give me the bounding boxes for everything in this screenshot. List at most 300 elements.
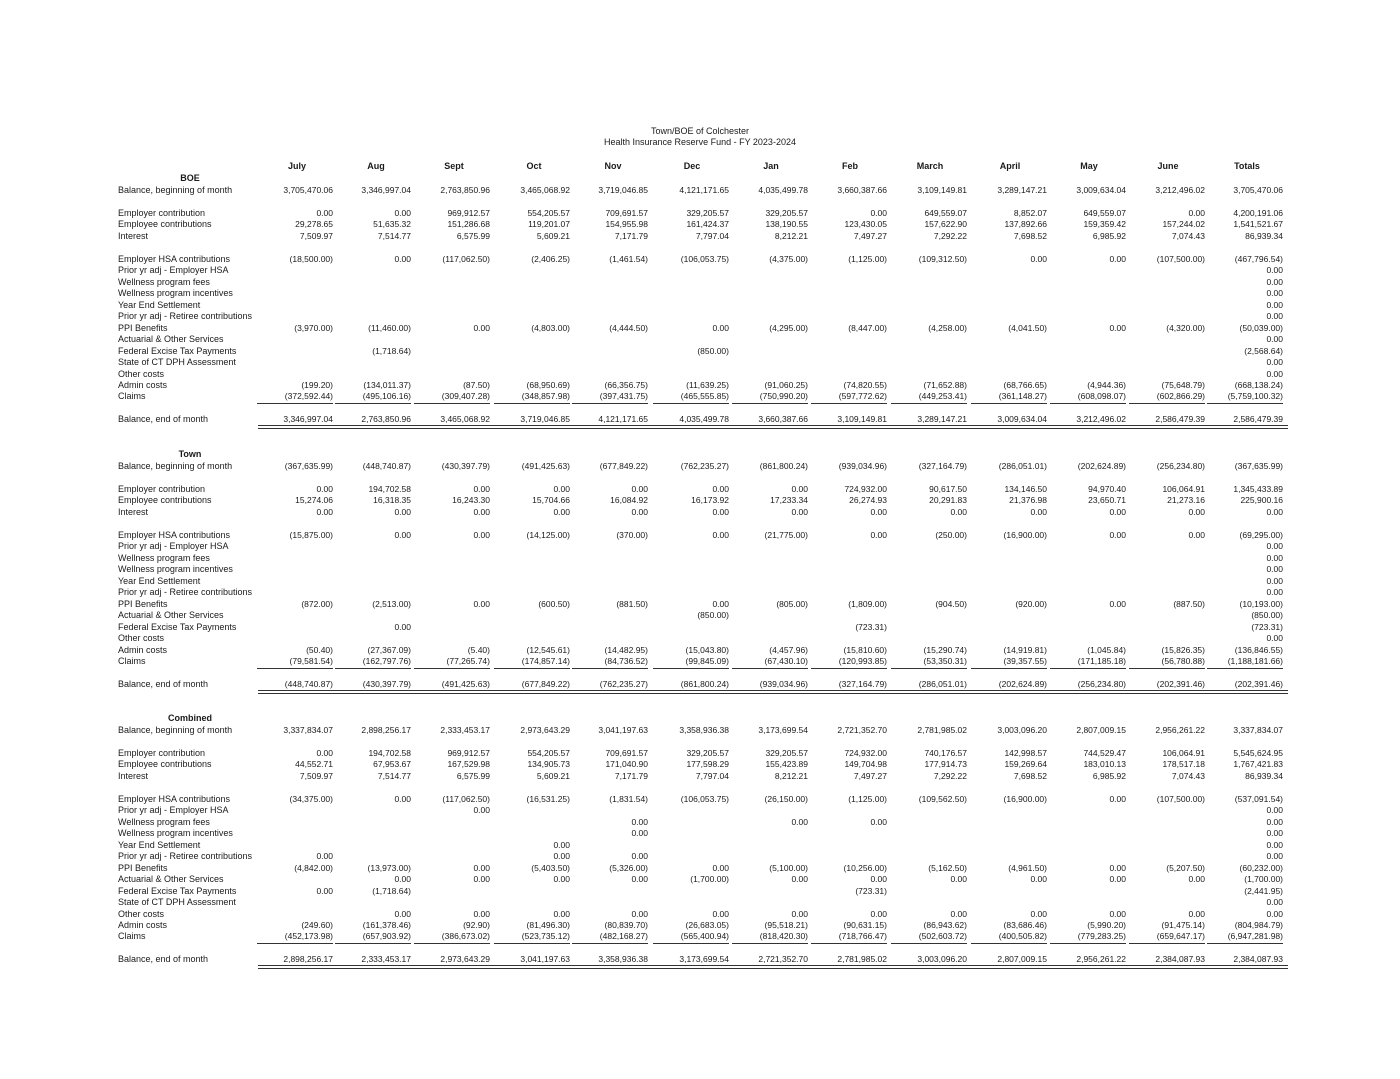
row-cell: 0.00	[473, 862, 490, 873]
row-cell: (449,253.41)	[918, 391, 967, 402]
row-cell: (117,062.50)	[442, 254, 490, 264]
subtotal-rule	[891, 403, 967, 404]
row-cell: (537,091.54)	[1234, 794, 1283, 804]
row-cell: (750,990.20)	[759, 391, 808, 402]
row-cell: 7,074.43	[1171, 230, 1205, 241]
row-cell: 0.00	[394, 621, 411, 632]
end-balance-cell: (861,800.24)	[680, 678, 729, 689]
row-cell: (60,232.00)	[1239, 862, 1283, 873]
row-cell: 0.00	[950, 908, 967, 919]
begin-balance-cell: 3,173,699.54	[758, 725, 808, 735]
column-header-march: March	[916, 161, 944, 171]
row-cell: (887.50)	[1173, 598, 1205, 609]
row-cell: (10,256.00)	[843, 862, 887, 873]
row-cell: (74,820.55)	[843, 379, 887, 390]
row-cell: 0.00	[631, 828, 648, 839]
row-cell: (804,984.79)	[1234, 919, 1283, 930]
row-cell: (39,357.55)	[1003, 655, 1047, 666]
row-cell: 0.00	[473, 874, 490, 885]
row-cell: (15,290.74)	[923, 644, 967, 655]
row-cell: (565,400.94)	[680, 931, 729, 942]
row-cell: 159,359.42	[1083, 219, 1126, 230]
row-cell: 16,084.92	[610, 495, 648, 506]
row-cell: (608,098.07)	[1077, 391, 1126, 402]
row-cell: 329,205.57	[765, 208, 808, 218]
row-cell: 161,424.37	[686, 219, 729, 230]
row-cell: (136,846.55)	[1234, 644, 1283, 655]
row-label: Actuarial & Other Services	[118, 874, 224, 885]
row-cell: 0.00	[553, 484, 570, 494]
row-cell: (600.50)	[538, 598, 570, 609]
row-cell: 157,244.02	[1162, 219, 1205, 230]
row-cell: 15,274.06	[295, 495, 333, 506]
row-cell: (50,039.00)	[1239, 322, 1283, 333]
row-cell: 0.00	[394, 530, 411, 540]
row-cell: (53,350.31)	[923, 655, 967, 666]
row-cell: (1,831.54)	[609, 794, 648, 804]
row-cell: 44,552.71	[295, 759, 333, 770]
row-label: Employee contributions	[118, 759, 212, 770]
row-cell: (90,631.15)	[843, 919, 887, 930]
row-label: PPI Benefits	[118, 598, 168, 609]
row-cell: 0.00	[473, 506, 490, 517]
row-cell: 17,233.34	[770, 495, 808, 506]
row-cell: (5,100.00)	[769, 862, 808, 873]
row-cell: 0.00	[1266, 828, 1283, 839]
row-cell: 23,650.71	[1088, 495, 1126, 506]
row-cell: 0.00	[712, 506, 729, 517]
row-label: Actuarial & Other Services	[118, 610, 224, 621]
end-balance-cell: 3,109,149.81	[837, 414, 887, 425]
row-cell: (1,700.00)	[690, 874, 729, 885]
row-label: Prior yr adj - Retiree contributions	[118, 311, 253, 322]
row-cell: (495,106.16)	[362, 391, 411, 402]
row-cell: (1,718.64)	[372, 345, 411, 356]
end-balance-cell: (430,397.79)	[362, 678, 411, 689]
row-cell: (134,011.37)	[363, 379, 411, 390]
row-cell: 0.00	[1266, 587, 1283, 598]
row-cell: 0.00	[870, 506, 887, 517]
row-cell: (400,505.82)	[998, 931, 1047, 942]
column-header-jan: Jan	[763, 161, 779, 171]
row-cell: (723.31)	[855, 885, 887, 896]
row-label: PPI Benefits	[118, 862, 168, 873]
row-label: Employer contribution	[118, 208, 206, 218]
section-title-town: Town	[178, 449, 202, 459]
end-balance-cell: (677,849.22)	[521, 678, 570, 689]
begin-balance-cell: 2,781,985.02	[917, 725, 967, 735]
row-cell: 7,797.04	[695, 230, 729, 241]
row-cell: (4,375.00)	[769, 254, 808, 264]
row-cell: 0.00	[1266, 805, 1283, 816]
row-cell: (602,866.29)	[1156, 391, 1205, 402]
row-label: Prior yr adj - Retiree contributions	[118, 587, 253, 598]
row-cell: 1,541,521.67	[1233, 219, 1283, 230]
row-cell: 0.00	[1109, 862, 1126, 873]
row-label: Year End Settlement	[118, 575, 201, 586]
row-cell: (15,043.80)	[685, 644, 729, 655]
subtotal-rule	[971, 403, 1047, 404]
begin-balance-cell: 2,721,352.70	[837, 725, 887, 735]
row-cell: 0.00	[950, 874, 967, 885]
row-cell: 329,205.57	[686, 748, 729, 758]
row-cell: 0.00	[870, 530, 887, 540]
row-cell: (1,461.54)	[609, 254, 648, 264]
row-cell: 0.00	[316, 208, 333, 218]
row-label: Wellness program incentives	[118, 288, 233, 299]
row-cell: 7,797.04	[695, 770, 729, 781]
end-balance-cell: 4,121,171.65	[598, 414, 648, 425]
row-cell: 5,545,624.95	[1233, 748, 1283, 758]
row-cell: (13,973.00)	[367, 862, 411, 873]
row-cell: (5,403.50)	[531, 862, 570, 873]
row-cell: (71,652.88)	[923, 379, 967, 390]
row-cell: 7,509.97	[299, 770, 333, 781]
row-cell: (16,531.25)	[526, 794, 570, 804]
row-cell: 7,497.27	[853, 770, 887, 781]
row-cell: 969,912.57	[447, 748, 490, 758]
row-cell: (80,839.70)	[604, 919, 648, 930]
row-label: Employer contribution	[118, 484, 206, 494]
row-cell: 137,892.66	[1004, 219, 1047, 230]
total-double-rule	[258, 425, 1288, 429]
row-cell: (109,312.50)	[918, 254, 967, 264]
row-cell: (850.00)	[1251, 610, 1283, 621]
column-header-april: April	[999, 161, 1021, 171]
subtotal-rule	[1129, 668, 1205, 669]
row-cell: (16,900.00)	[1003, 530, 1047, 540]
subtotal-rule	[335, 403, 411, 404]
row-label: Employer contribution	[118, 748, 206, 758]
end-balance-cell: (202,391.46)	[1156, 678, 1205, 689]
subtotal-rule	[335, 943, 411, 944]
row-cell: 7,074.43	[1171, 770, 1205, 781]
row-cell: 0.00	[712, 322, 729, 333]
row-cell: 0.00	[316, 851, 333, 862]
end-balance-cell: 3,003,096.20	[917, 954, 967, 965]
row-label: Wellness program incentives	[118, 564, 233, 575]
row-cell: 0.00	[950, 506, 967, 517]
row-label: Other costs	[118, 368, 165, 379]
row-cell: (161,378.46)	[362, 919, 411, 930]
section-title-combined: Combined	[168, 713, 212, 723]
row-cell: 149,704.98	[844, 759, 887, 770]
row-cell: 0.00	[712, 862, 729, 873]
row-cell: 6,985.92	[1092, 770, 1126, 781]
row-cell: 0.00	[631, 484, 648, 494]
row-cell: (199.20)	[301, 379, 333, 390]
row-cell: (18,500.00)	[289, 254, 333, 264]
column-header-aug: Aug	[367, 161, 385, 171]
begin-balance-cell: 3,009,634.04	[1076, 185, 1126, 195]
row-cell: (5,162.50)	[928, 862, 967, 873]
row-cell: (4,041.50)	[1008, 322, 1047, 333]
row-cell: 0.00	[791, 908, 808, 919]
row-cell: (872.00)	[301, 598, 333, 609]
row-cell: 0.00	[1266, 839, 1283, 850]
end-balance-cell: 3,358,936.38	[598, 954, 648, 965]
end-balance-cell: 2,807,009.15	[997, 954, 1047, 965]
end-balance-label: Balance, end of month	[118, 954, 209, 965]
row-label: Employer HSA contributions	[118, 254, 231, 264]
row-cell: (79,581.54)	[289, 655, 333, 666]
row-cell: 123,430.05	[844, 219, 887, 230]
row-label: Admin costs	[118, 379, 168, 390]
row-cell: (12,545.61)	[526, 644, 570, 655]
row-cell: (11,639.25)	[686, 379, 729, 390]
row-cell: (4,944.36)	[1087, 379, 1126, 390]
subtotal-rule	[1050, 403, 1126, 404]
row-cell: (2,513.00)	[372, 598, 411, 609]
row-cell: 0.00	[1266, 908, 1283, 919]
row-cell: 5,609.21	[536, 230, 570, 241]
row-cell: 6,985.92	[1092, 230, 1126, 241]
row-cell: 0.00	[1030, 908, 1047, 919]
row-cell: (1,125.00)	[848, 794, 887, 804]
row-cell: (174,857.14)	[521, 655, 570, 666]
row-cell: (4,258.00)	[928, 322, 967, 333]
subtotal-rule	[1050, 943, 1126, 944]
row-cell: (8,447.00)	[848, 322, 887, 333]
row-cell: 0.00	[1266, 851, 1283, 862]
row-label: Wellness program fees	[118, 552, 210, 563]
column-header-july: July	[287, 161, 306, 171]
begin-balance-cell: (430,397.79)	[441, 461, 490, 471]
row-label: Wellness program fees	[118, 816, 210, 827]
row-cell: 155,423.89	[765, 759, 808, 770]
begin-balance-cell: 2,956,261.22	[1155, 725, 1205, 735]
row-cell: 7,509.97	[299, 230, 333, 241]
column-header-june: June	[1157, 161, 1179, 171]
row-cell: (397,431.75)	[599, 391, 648, 402]
row-cell: (120,993.85)	[838, 655, 887, 666]
row-label: Prior yr adj - Retiree contributions	[118, 851, 253, 862]
row-cell: 0.00	[791, 874, 808, 885]
row-label: Claims	[118, 931, 146, 942]
row-cell: 0.00	[712, 598, 729, 609]
row-cell: 7,514.77	[377, 770, 411, 781]
row-cell: 15,704.66	[532, 495, 570, 506]
row-label: Interest	[118, 506, 149, 517]
row-cell: 0.00	[870, 908, 887, 919]
row-cell: 0.00	[1188, 874, 1205, 885]
row-cell: (95,518.21)	[764, 919, 808, 930]
row-label: Federal Excise Tax Payments	[118, 885, 237, 896]
row-cell: (91,060.25)	[764, 379, 808, 390]
column-header-may: May	[1080, 161, 1098, 171]
end-balance-cell: (256,234.80)	[1077, 678, 1126, 689]
row-cell: (386,673.02)	[441, 931, 490, 942]
row-cell: (4,320.00)	[1166, 322, 1205, 333]
begin-balance-label: Balance, beginning of month	[118, 461, 233, 471]
row-cell: (10,193.00)	[1239, 598, 1283, 609]
begin-balance-cell: 3,719,046.85	[598, 185, 648, 195]
row-cell: 106,064.91	[1162, 484, 1205, 494]
begin-balance-cell: (202,624.89)	[1077, 461, 1126, 471]
row-cell: 0.00	[1030, 254, 1047, 264]
row-cell: 0.00	[791, 484, 808, 494]
subtotal-rule	[1207, 668, 1283, 669]
row-cell: (106,053.75)	[680, 254, 729, 264]
begin-balance-cell: (367,635.99)	[1234, 461, 1283, 471]
begin-balance-cell: 3,705,470.06	[283, 185, 333, 195]
row-cell: 29,278.65	[295, 219, 333, 230]
subtotal-rule	[494, 943, 570, 944]
begin-balance-cell: 3,346,997.04	[361, 185, 411, 195]
row-cell: 0.00	[1030, 874, 1047, 885]
row-cell: 7,497.27	[853, 230, 887, 241]
begin-balance-label: Balance, beginning of month	[118, 185, 233, 195]
row-cell: 0.00	[316, 885, 333, 896]
row-cell: (467,796.54)	[1234, 254, 1283, 264]
row-cell: (5,759,100.32)	[1227, 391, 1283, 402]
begin-balance-cell: 3,003,096.20	[997, 725, 1047, 735]
row-cell: 171,040.90	[605, 759, 648, 770]
row-cell: (107,500.00)	[1156, 794, 1205, 804]
row-cell: 138,190.55	[765, 219, 808, 230]
row-cell: (657,903.92)	[362, 931, 411, 942]
row-label: Admin costs	[118, 919, 168, 930]
row-cell: (370.00)	[616, 530, 648, 540]
row-label: Employer HSA contributions	[118, 530, 231, 540]
row-cell: 0.00	[1266, 575, 1283, 586]
row-cell: (26,150.00)	[764, 794, 808, 804]
subtotal-rule	[257, 668, 333, 669]
row-cell: 194,702.58	[368, 748, 411, 758]
end-balance-cell: 2,781,985.02	[837, 954, 887, 965]
column-header-nov: Nov	[604, 161, 622, 171]
row-cell: 0.00	[1266, 541, 1283, 552]
row-cell: (83,686.46)	[1003, 919, 1047, 930]
row-cell: 16,173.92	[691, 495, 729, 506]
column-header-sept: Sept	[444, 161, 464, 171]
begin-balance-cell: 2,898,256.17	[361, 725, 411, 735]
row-cell: (4,842.00)	[294, 862, 333, 873]
row-cell: 7,514.77	[377, 230, 411, 241]
row-cell: (920.00)	[1015, 598, 1047, 609]
row-label: Employee contributions	[118, 495, 212, 506]
row-cell: (1,045.84)	[1087, 644, 1126, 655]
begin-balance-cell: 3,358,936.38	[679, 725, 729, 735]
row-cell: 0.00	[316, 484, 333, 494]
total-double-rule	[258, 965, 1288, 969]
begin-balance-cell: 3,465,068.92	[520, 185, 570, 195]
subtotal-rule	[891, 943, 967, 944]
row-cell: (50.40)	[306, 644, 333, 655]
subtotal-rule	[414, 403, 490, 404]
subtotal-rule	[335, 668, 411, 669]
row-cell: (779,283.25)	[1077, 931, 1126, 942]
row-cell: (171,185.18)	[1077, 655, 1126, 666]
row-cell: 0.00	[1266, 564, 1283, 575]
row-label: Year End Settlement	[118, 299, 201, 310]
row-label: Prior yr adj - Employer HSA	[118, 541, 229, 552]
subtotal-rule	[653, 668, 729, 669]
row-label: Interest	[118, 770, 149, 781]
row-cell: 0.00	[1266, 897, 1283, 908]
subtotal-rule	[1207, 403, 1283, 404]
row-cell: 554,205.57	[527, 208, 570, 218]
row-cell: 0.00	[394, 908, 411, 919]
section-title-boe: BOE	[180, 173, 200, 183]
row-cell: 0.00	[1266, 334, 1283, 345]
row-cell: (2,568.64)	[1244, 345, 1283, 356]
end-balance-cell: 3,289,147.21	[917, 414, 967, 425]
row-cell: 0.00	[1188, 530, 1205, 540]
row-cell: 0.00	[631, 908, 648, 919]
begin-balance-cell: 2,333,453.17	[440, 725, 490, 735]
row-cell: 0.00	[870, 874, 887, 885]
row-cell: (106,053.75)	[680, 794, 729, 804]
end-balance-cell: (202,391.46)	[1234, 678, 1283, 689]
row-cell: 0.00	[1266, 299, 1283, 310]
row-cell: (452,173.98)	[284, 931, 333, 942]
end-balance-cell: 3,465,068.92	[440, 414, 490, 425]
total-double-rule	[258, 690, 1288, 694]
row-cell: (5,207.50)	[1166, 862, 1205, 873]
row-cell: (850.00)	[697, 610, 729, 621]
row-cell: (249.60)	[301, 919, 333, 930]
row-cell: (68,950.69)	[526, 379, 570, 390]
end-balance-cell: 2,586,479.39	[1233, 414, 1283, 425]
row-cell: (4,803.00)	[531, 322, 570, 333]
column-header-oct: Oct	[526, 161, 542, 171]
begin-balance-cell: (939,034.96)	[838, 461, 887, 471]
row-cell: 0.00	[316, 506, 333, 517]
row-cell: 26,274.93	[849, 495, 887, 506]
row-cell: 6,575.99	[456, 770, 490, 781]
row-cell: 709,691.57	[605, 748, 648, 758]
row-cell: (1,188,181.66)	[1227, 655, 1283, 666]
subtotal-rule	[732, 403, 808, 404]
row-cell: (1,809.00)	[848, 598, 887, 609]
subtotal-rule	[257, 403, 333, 404]
row-cell: (15,826.35)	[1161, 644, 1205, 655]
row-cell: 0.00	[1266, 357, 1283, 368]
row-cell: 740,176.57	[924, 748, 967, 758]
row-cell: (6,947,281.98)	[1227, 931, 1283, 942]
begin-balance-cell: (327,164.79)	[918, 461, 967, 471]
row-cell: 724,932.00	[844, 748, 887, 758]
row-label: Federal Excise Tax Payments	[118, 345, 237, 356]
row-cell: (4,444.50)	[609, 322, 648, 333]
row-cell: 159,269.64	[1004, 759, 1047, 770]
row-cell: (66,356.75)	[604, 379, 648, 390]
begin-balance-cell: 4,035,499.78	[758, 185, 808, 195]
row-cell: (34,375.00)	[289, 794, 333, 804]
row-cell: 0.00	[1109, 506, 1126, 517]
row-label: State of CT DPH Assessment	[118, 357, 236, 368]
row-cell: (14,125.00)	[526, 530, 570, 540]
row-cell: (15,810.60)	[843, 644, 887, 655]
row-cell: (372,592.44)	[284, 391, 333, 402]
row-cell: (818,420.30)	[759, 931, 808, 942]
row-cell: 5,609.21	[536, 770, 570, 781]
subtotal-rule	[891, 668, 967, 669]
end-balance-cell: (762,235.27)	[599, 678, 648, 689]
row-cell: 0.00	[1266, 311, 1283, 322]
row-cell: 8,852.07	[1013, 208, 1047, 218]
row-cell: (15,875.00)	[289, 530, 333, 540]
row-cell: 151,286.68	[447, 219, 490, 230]
row-cell: 0.00	[870, 816, 887, 827]
row-cell: (14,919.81)	[1003, 644, 1047, 655]
row-cell: 167,529.98	[447, 759, 490, 770]
row-cell: 329,205.57	[765, 748, 808, 758]
row-cell: 6,575.99	[456, 230, 490, 241]
row-cell: 90,617.50	[929, 484, 967, 494]
row-cell: 0.00	[473, 322, 490, 333]
